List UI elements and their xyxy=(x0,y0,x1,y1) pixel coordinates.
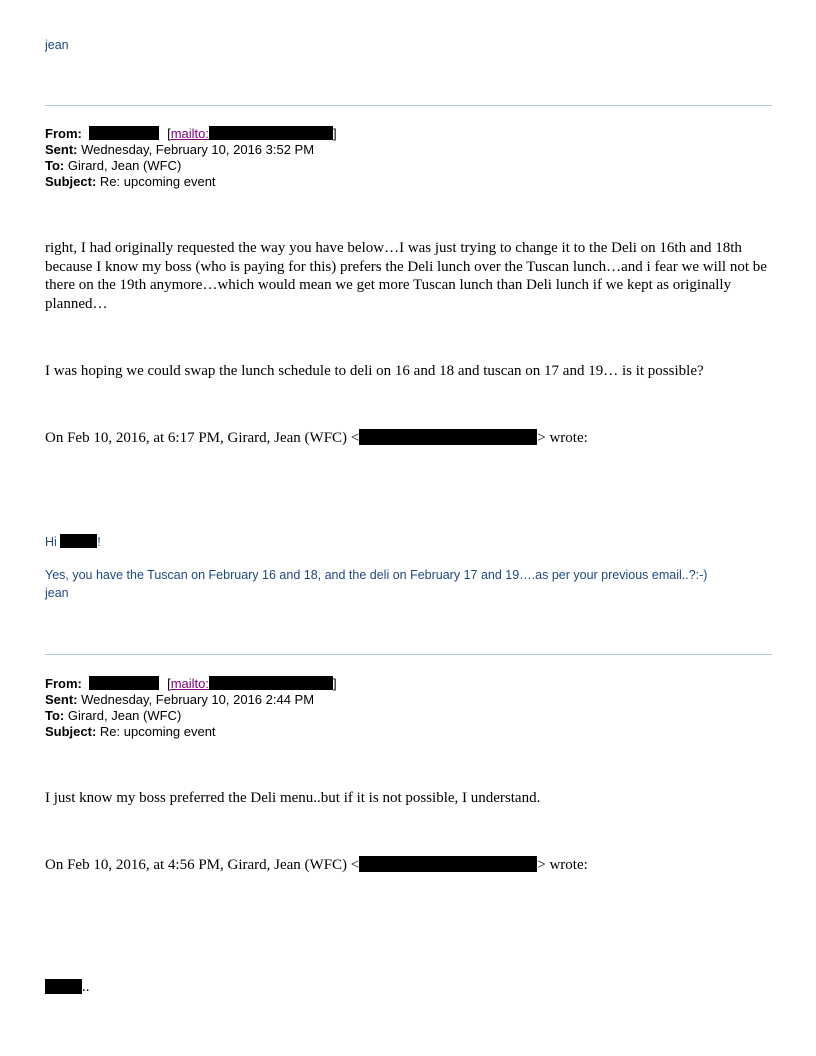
redacted-sender-name xyxy=(89,676,159,690)
email2-to-value: Girard, Jean (WFC) xyxy=(67,708,182,723)
email2-subject-value: Re: upcoming event xyxy=(99,724,216,739)
email2-from-row xyxy=(45,676,337,692)
redacted-recipient-email xyxy=(359,856,537,872)
final-line-suffix: .. xyxy=(82,979,90,995)
reply1-greeting-suffix: ! xyxy=(97,535,101,549)
email1-sent-label: Sent: xyxy=(45,142,78,157)
final-line xyxy=(45,978,90,997)
separator-line xyxy=(45,105,772,106)
email1-from-row xyxy=(45,126,337,142)
email2-quote-line xyxy=(45,856,588,875)
email1-from-label: From: xyxy=(45,126,82,141)
email2-subject-label: Subject: xyxy=(45,724,97,739)
reply1-greeting xyxy=(45,533,101,551)
email1-header xyxy=(45,126,337,190)
email1-subject-label: Subject: xyxy=(45,174,97,189)
top-signature: jean xyxy=(45,38,69,52)
email1-to-value: Girard, Jean (WFC) xyxy=(67,158,182,173)
email2-quote-tail: > wrote: xyxy=(537,857,588,873)
email1-to-row xyxy=(45,158,337,174)
email2-sent-value: Wednesday, February 10, 2016 2:44 PM xyxy=(81,692,315,707)
email1-subject-value: Re: upcoming event xyxy=(99,174,216,189)
redacted-sender-name xyxy=(89,126,159,140)
separator-line xyxy=(45,654,772,655)
email2-to-row xyxy=(45,708,337,724)
email1-quote-line xyxy=(45,429,588,448)
email2-quote-intro: On Feb 10, 2016, at 4:56 PM, Girard, Jean (WFC) < xyxy=(45,857,360,873)
email1-paragraph-1: right, I had originally requested the way you have below…I was just trying to change it to the Deli on 16th and 18th because I know my boss (who is paying for this) prefers the Deli lunch over the Tuscan lunch…and i fear we will not be there on the 19th anymore…which would mean we get more Tuscan lunch than Deli lunch if we kept as originally planned… xyxy=(45,240,767,312)
email1-paragraph-2: I was hoping we could swap the lunch schedule to deli on 16 and 18 and tuscan on 17 and 19… is it possible? xyxy=(45,363,704,379)
reply1-body: Yes, you have the Tuscan on February 16 and 18, and the deli on February 17 and 19….as per your previous email..?:-) xyxy=(45,568,708,582)
email1-sent-value: Wednesday, February 10, 2016 3:52 PM xyxy=(81,142,315,157)
email2-sent-label: Sent: xyxy=(45,692,78,707)
redacted-final-name xyxy=(45,979,82,994)
email2-mailto-link[interactable]: mailto: xyxy=(170,676,210,691)
email1-quote-tail: > wrote: xyxy=(537,430,588,446)
email2-to-label: To: xyxy=(45,708,65,723)
email2-from-label: From: xyxy=(45,676,82,691)
email1-to-label: To: xyxy=(45,158,65,173)
redacted-recipient-email xyxy=(359,429,537,445)
email1-mailto-close: ] xyxy=(333,126,337,141)
redacted-sender-email xyxy=(209,676,333,690)
email1-mailto-open: [ xyxy=(167,126,171,141)
reply1-greeting-prefix: Hi xyxy=(45,535,61,549)
email2-header xyxy=(45,676,337,740)
redacted-greeting-name xyxy=(60,534,97,548)
email1-subject-row xyxy=(45,174,337,190)
email2-mailto-open: [ xyxy=(167,676,171,691)
email2-paragraph-1: I just know my boss preferred the Deli menu..but if it is not possible, I understand. xyxy=(45,790,541,806)
email2-mailto-close: ] xyxy=(333,676,337,691)
redacted-sender-email xyxy=(209,126,333,140)
email1-quote-intro: On Feb 10, 2016, at 6:17 PM, Girard, Jean (WFC) < xyxy=(45,430,360,446)
reply1-signature: jean xyxy=(45,586,69,600)
email1-mailto-link[interactable]: mailto: xyxy=(170,126,210,141)
email1-sent-row xyxy=(45,142,337,158)
email2-sent-row xyxy=(45,692,337,708)
email2-subject-row xyxy=(45,724,337,740)
